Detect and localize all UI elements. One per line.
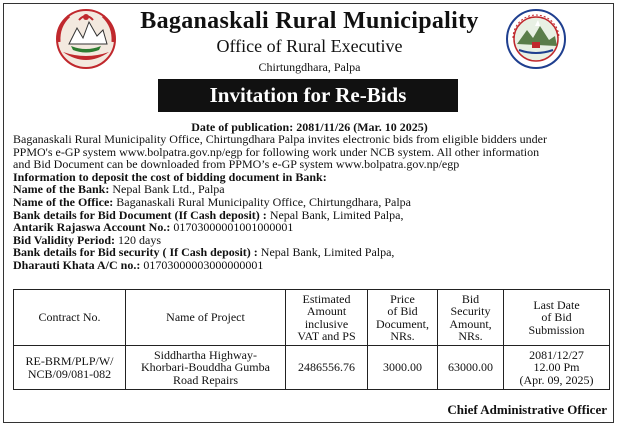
security-label: Bank details for Bid security ( If Cash deposit) :	[13, 245, 258, 260]
cell-bid-doc-price: 3000.00	[368, 346, 438, 390]
office-subtitle: Office of Rural Executive	[216, 36, 403, 56]
security-value: Nepal Bank, Limited Palpa,	[260, 245, 395, 260]
dharauti-line	[13, 259, 609, 272]
header-contract-no: Contract No.	[14, 290, 126, 346]
validity-value: 120 days	[118, 232, 162, 247]
bank-name-value: Nepal Bank Ltd., Palpa	[112, 182, 225, 197]
cell-contract-no: RE-BRM/PLP/W/ NCB/09/081-082	[14, 346, 126, 390]
header-last-date: Last Date of Bid Submission	[504, 290, 610, 346]
validity-label: Bid Validity Period:	[13, 232, 116, 247]
antarik-value: 01703000001001000001	[173, 220, 294, 235]
publication-date-value: 2081/11/26 (Mar. 10 2025)	[296, 120, 428, 134]
dharauti-value: 01703000003000000001	[143, 257, 264, 272]
bid-doc-label: Bank details for Bid Document (If Cash deposit) :	[13, 207, 267, 222]
publication-date-label: Date of publication:	[191, 120, 294, 134]
deposit-heading: Information to deposit the cost of bidding document in Bank:	[13, 169, 327, 184]
table-header-row	[14, 290, 610, 346]
notice-banner: Invitation for Re-Bids	[158, 79, 458, 112]
cell-project-name: Siddhartha Highway- Khorbari-Bouddha Gumba Road Repairs	[126, 346, 286, 390]
dharauti-label: Dharauti Khata A/C no.:	[13, 257, 141, 272]
antarik-label: Antarik Rajaswa Account No.:	[13, 220, 171, 235]
cell-bid-security: 63000.00	[438, 346, 504, 390]
header-estimated-amount: Estimated Amount inclusive VAT and PS	[286, 290, 368, 346]
header-project-name: Name of Project	[126, 290, 286, 346]
bid-doc-value: Nepal Bank, Limited Palpa,	[269, 207, 404, 222]
bank-name-label: Name of the Bank:	[13, 182, 110, 197]
office-name-value: Baganaskali Rural Municipality Office, Chirtungdhara, Palpa	[116, 194, 411, 209]
intro-line: and Bid Document can be downloaded from PPMO’s e-GP system www.bolpatra.gov.np/egp	[13, 157, 460, 172]
signatory: Chief Administrative Officer	[447, 402, 607, 417]
header-bid-security: Bid Security Amount, NRs.	[438, 290, 504, 346]
notice-body	[13, 133, 609, 272]
cell-estimated-amount: 2486556.76	[286, 346, 368, 390]
header-bid-doc-price: Price of Bid Document, NRs.	[368, 290, 438, 346]
cell-last-date: 2081/12/27 12.00 Pm (Apr. 09, 2025)	[504, 346, 610, 390]
bids-table	[13, 289, 610, 390]
office-location: Chirtungdhara, Palpa	[258, 60, 361, 74]
municipality-title: Baganaskali Rural Municipality	[140, 8, 479, 34]
table-row	[14, 346, 610, 390]
intro-line: PPMO's e-GP system www.bolpatra.gov.np/egp for following work under NCB system. All other information	[13, 144, 540, 159]
office-name-label: Name of the Office:	[13, 194, 114, 209]
intro-line: Baganaskali Rural Municipality Office, Chirtungdhara Palpa invites electronic bids from eligible bidders under	[13, 132, 547, 146]
